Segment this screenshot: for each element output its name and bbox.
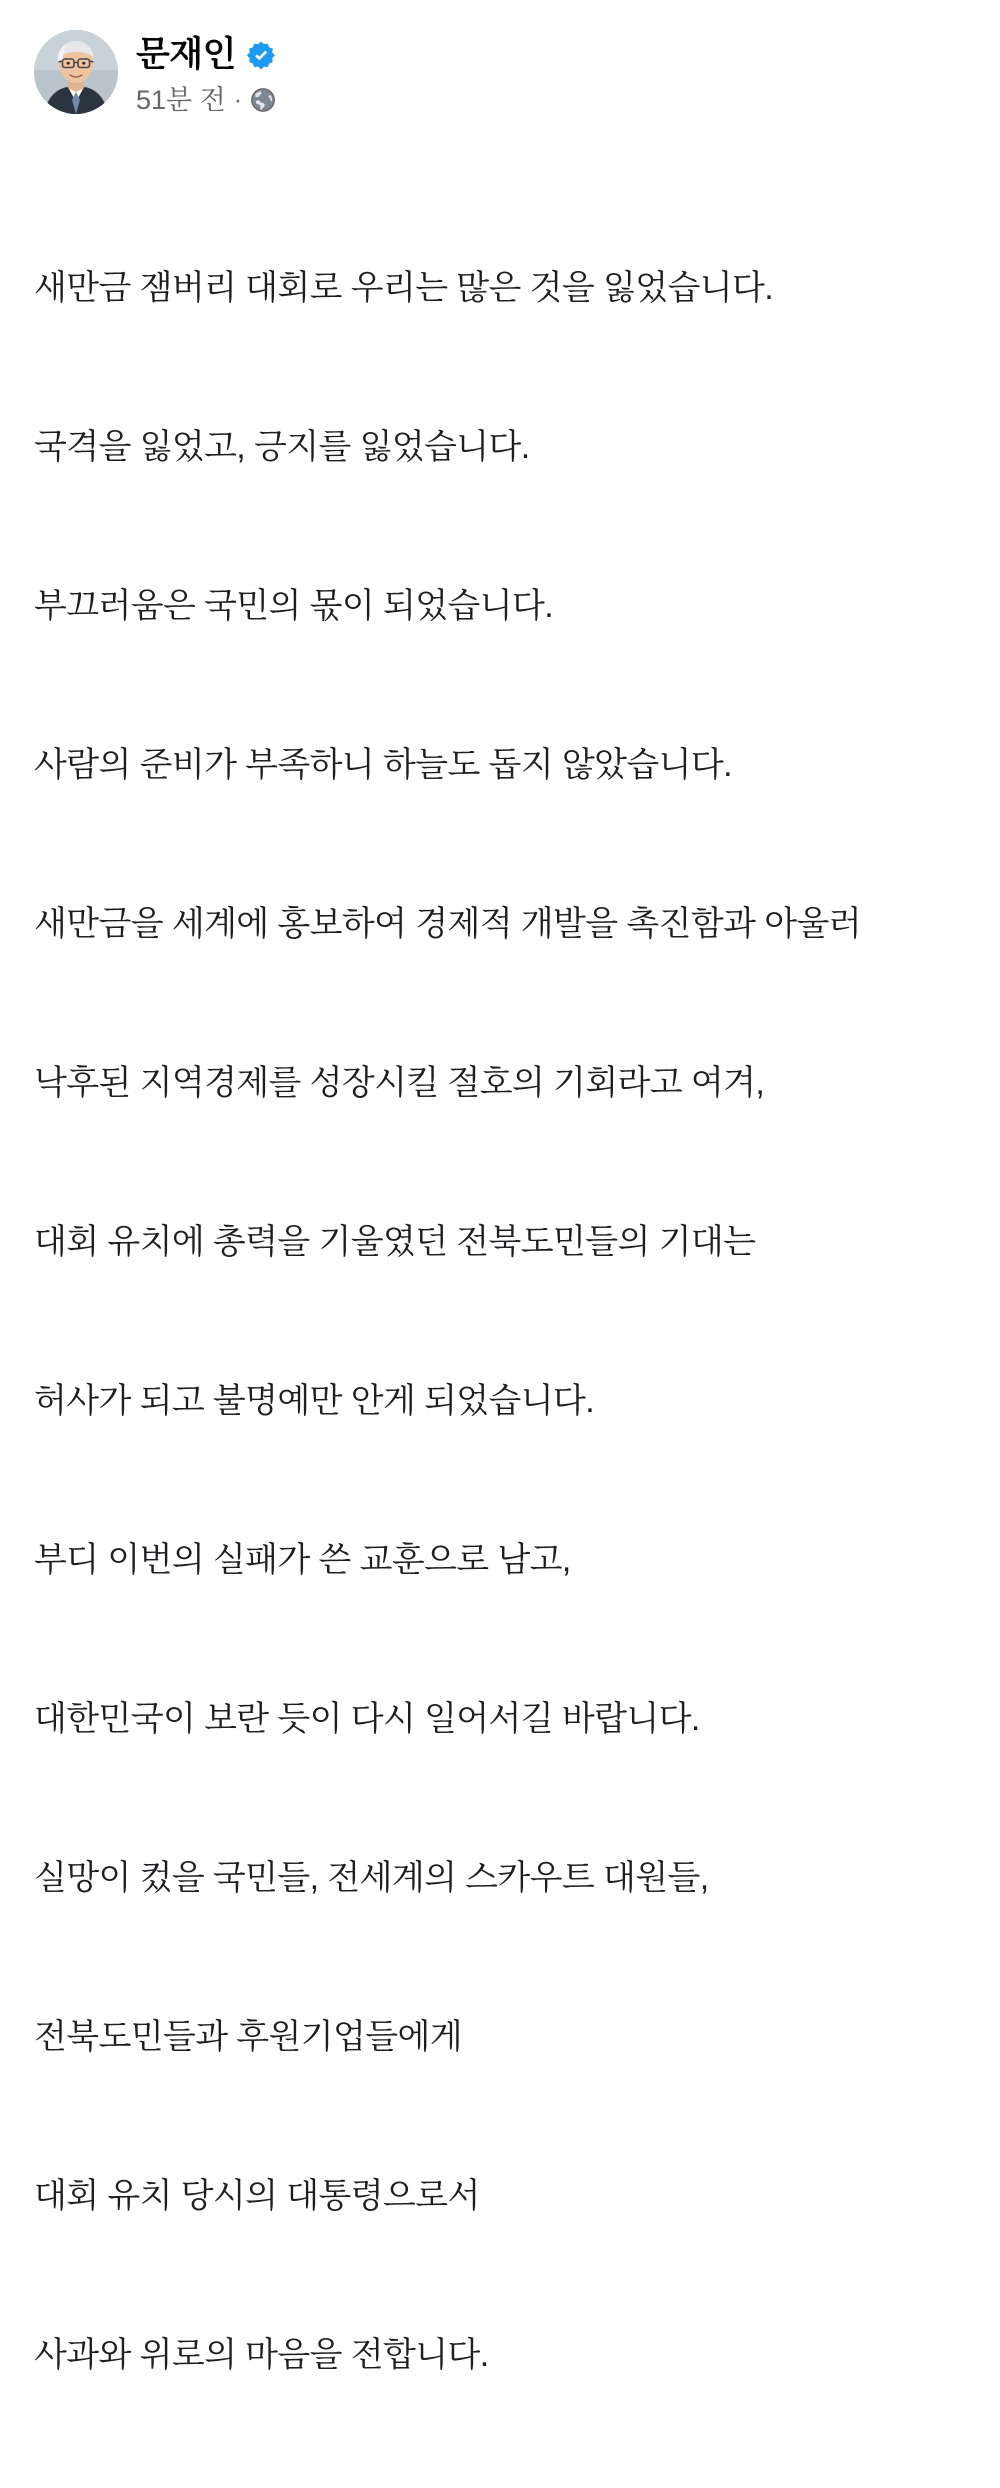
post-body-line: 새만금을 세계에 홍보하여 경제적 개발을 촉진함과 아울러 bbox=[34, 905, 861, 943]
post-body-line: 전북도민들과 후원기업들에게 bbox=[34, 2018, 463, 2056]
author-name[interactable]: 문재인 bbox=[136, 35, 236, 74]
avatar[interactable] bbox=[34, 30, 118, 114]
meta-separator: · bbox=[233, 86, 243, 114]
post-body-line: 허사가 되고 불명예만 안게 되었습니다. bbox=[34, 1382, 595, 1420]
post-body-line: 부끄러움은 국민의 몫이 되었습니다. bbox=[34, 587, 554, 625]
post-body bbox=[34, 156, 966, 2488]
post-body-line: 대회 유치에 총력을 기울였던 전북도민들의 기대는 bbox=[34, 1223, 756, 1261]
verified-badge-icon bbox=[246, 40, 276, 70]
post-body-line: 새만금 잼버리 대회로 우리는 많은 것을 잃었습니다. bbox=[34, 269, 774, 307]
post-author-block bbox=[136, 30, 276, 116]
post-meta bbox=[136, 84, 276, 116]
post-body-line: 사과와 위로의 마음을 전합니다. bbox=[34, 2336, 489, 2374]
post-body-line: 대한민국이 보란 듯이 다시 일어서길 바랍니다. bbox=[34, 1700, 700, 1738]
post-body-line: 실망이 컸을 국민들, 전세계의 스카우트 대원들, bbox=[34, 1859, 709, 1897]
post-body-line: 국격을 잃었고, 긍지를 잃었습니다. bbox=[34, 428, 530, 466]
post-body-line: 낙후된 지역경제를 성장시킬 절호의 기회라고 여겨, bbox=[34, 1064, 765, 1102]
name-row bbox=[136, 34, 276, 76]
post-body-line: 대회 유치 당시의 대통령으로서 bbox=[34, 2177, 480, 2215]
post-header bbox=[34, 30, 966, 116]
post-body-line: 부디 이번의 실패가 쓴 교훈으로 남고, bbox=[34, 1541, 571, 1579]
post-body-line: 사람의 준비가 부족하니 하늘도 돕지 않았습니다. bbox=[34, 746, 732, 784]
globe-icon[interactable] bbox=[250, 87, 276, 113]
post-timestamp[interactable]: 51분 전 bbox=[136, 85, 226, 115]
